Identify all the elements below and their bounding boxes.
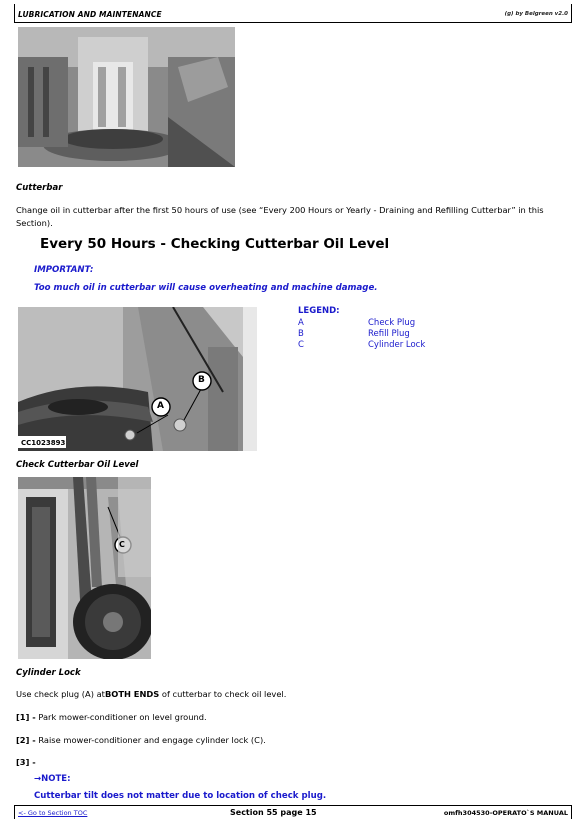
manual-id: omfh304530-OPERATO`S MANUAL <box>443 809 568 817</box>
instruction-bold: BOTH ENDS <box>104 689 160 699</box>
header-divider <box>14 22 572 23</box>
legend-title: LEGEND: <box>298 306 340 316</box>
footer-left-border <box>14 805 15 819</box>
brand-mark: (g) by Belgreen v2.0 <box>504 11 568 17</box>
legend-item <box>298 318 415 328</box>
figure3-caption: Cylinder Lock <box>16 668 81 678</box>
header-right-border <box>571 4 572 22</box>
section-title: LUBRICATION AND MAINTENANCE <box>18 10 162 19</box>
instruction-post: of cutterbar to check oil level. <box>159 689 287 699</box>
step-text: Raise mower-conditioner and engage cylinder lock (C). <box>35 735 266 745</box>
legend-key: A <box>298 318 304 328</box>
go-to-toc-link[interactable]: <- Go to Section TOC <box>18 809 88 817</box>
step-number: [1] - <box>16 712 36 722</box>
step-1 <box>16 711 207 724</box>
legend-item <box>298 329 410 339</box>
intro-paragraph: Change oil in cutterbar after the first 50 hours of use (see “Every 200 Hours or Yearly - Draining and Refilling Cutterbar” in this Section). <box>16 205 544 228</box>
oil-level-photo <box>18 307 257 451</box>
figure1-caption: Cutterbar <box>16 183 63 193</box>
callout-b: B <box>198 375 205 385</box>
instruction-pre: Use check plug (A) at <box>16 689 105 699</box>
cutterbar-photo <box>18 27 235 167</box>
step-text: Park mower-conditioner on level ground. <box>35 712 207 722</box>
important-label: IMPORTANT: <box>34 265 94 275</box>
step-number: [3] - <box>16 757 36 767</box>
legend-value: Refill Plug <box>368 329 410 339</box>
step-number: [2] - <box>16 735 36 745</box>
figure2-caption: Check Cutterbar Oil Level <box>16 460 139 470</box>
important-text: Too much oil in cutterbar will cause overheating and machine damage. <box>34 283 378 293</box>
legend-value: Cylinder Lock <box>368 340 426 350</box>
figure-code: CC1023893 <box>21 439 66 447</box>
legend-item <box>298 340 425 350</box>
legend-value: Check Plug <box>368 318 416 328</box>
page-number: Section 55 page 15 <box>230 808 317 817</box>
callout-c: C <box>119 540 125 549</box>
legend-key: B <box>298 329 304 339</box>
section-heading: Every 50 Hours - Checking Cutterbar Oil Level <box>40 236 390 252</box>
note-text: Cutterbar tilt does not matter due to location of check plug. <box>34 791 327 801</box>
instruction-text <box>16 688 286 701</box>
header-left-border <box>14 4 15 22</box>
note-label: →NOTE: <box>34 774 71 784</box>
legend-key: C <box>298 340 304 350</box>
footer-right-border <box>571 805 572 819</box>
step-2 <box>16 734 266 747</box>
callout-a: A <box>157 401 164 411</box>
cylinder-lock-photo <box>18 477 151 659</box>
footer-divider <box>14 805 572 806</box>
step-3 <box>16 756 36 769</box>
